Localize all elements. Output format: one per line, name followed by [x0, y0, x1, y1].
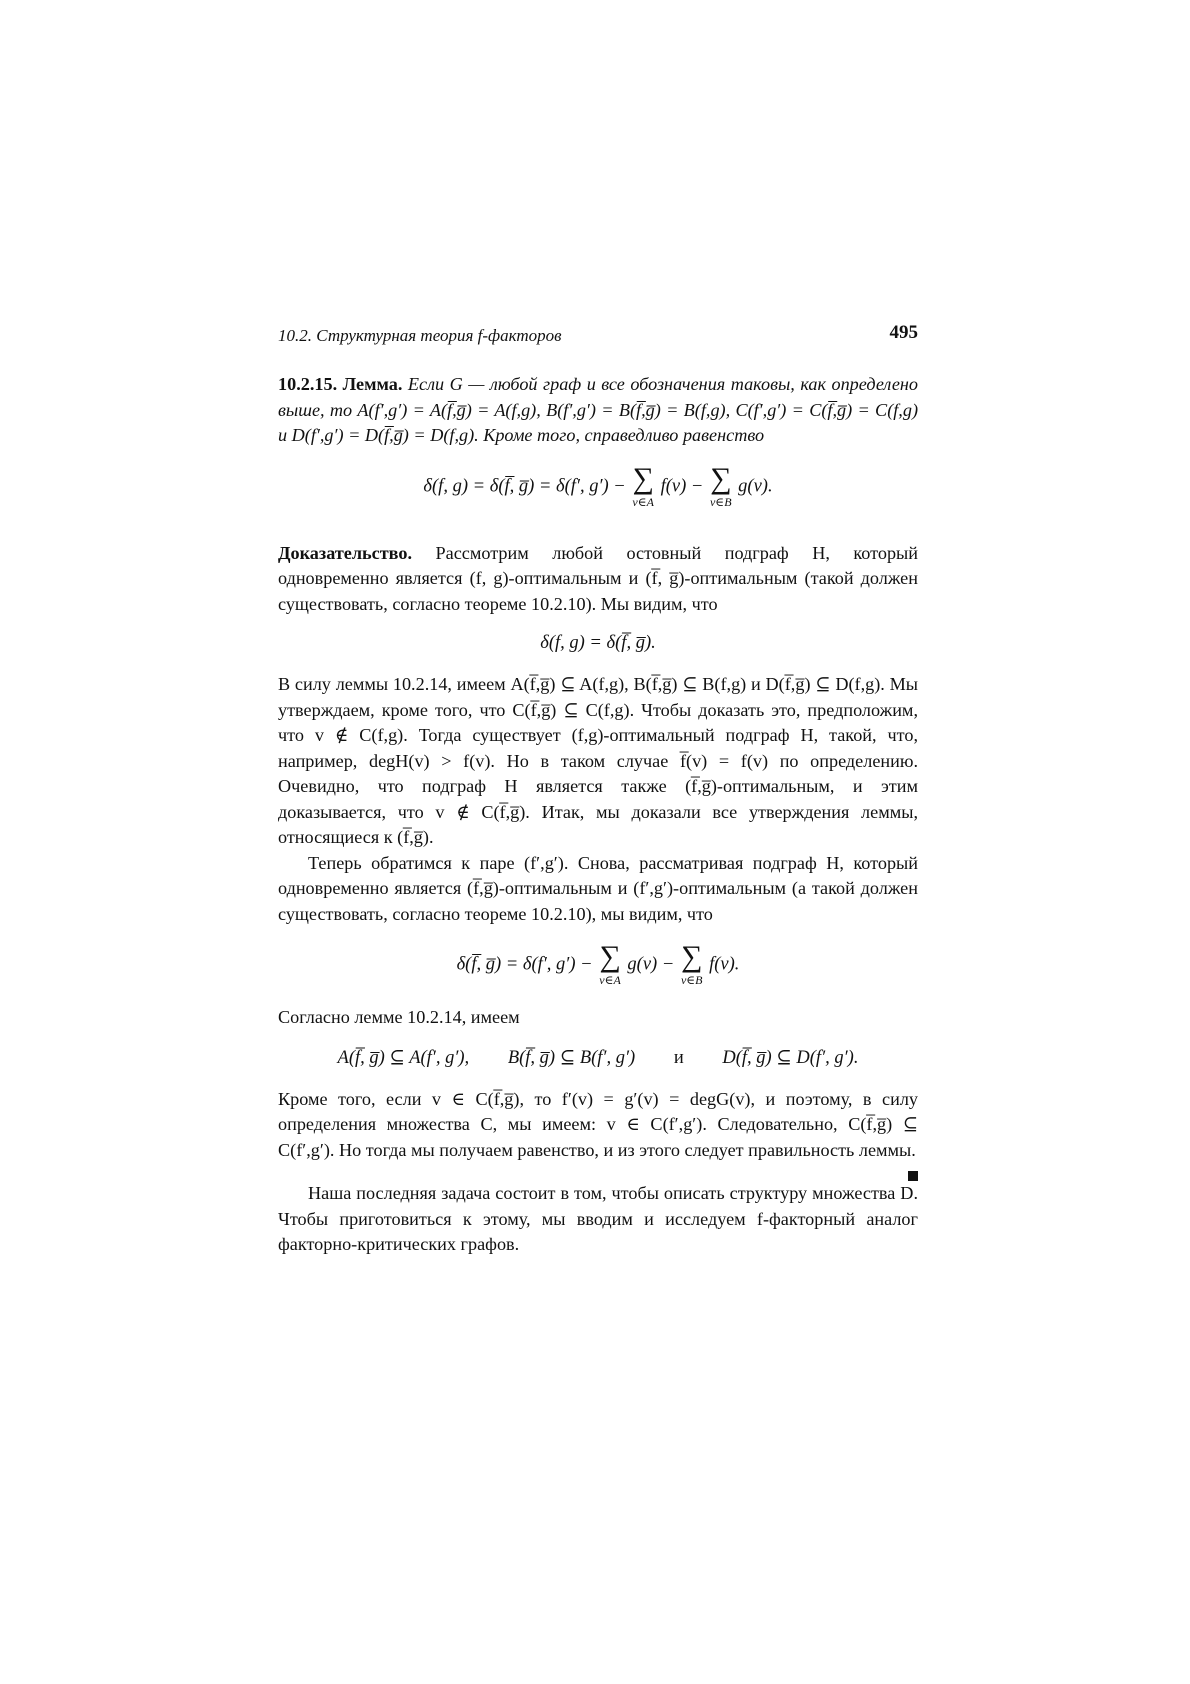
running-title: 10.2. Структурная теория f-факторов [278, 326, 562, 345]
lemma-statement [278, 372, 918, 449]
sigma-symbol: ∑ [710, 461, 732, 495]
proof-eq2-term1: g(v) − [627, 954, 675, 975]
proof-paragraph-2: В силу леммы 10.2.14, имеем A(f̅,g̅) ⊆ A(f,g), B(f̅,g̅) ⊆ B(f,g) и D(f̅,g̅) ⊆ D(f,g). Мы утверждаем, кроме того, что C(f̅,g̅) ⊆ C(f,g). Чтобы доказать это, предположим, что v ∉ C(f,g). Тогда существует (f,g)-оптимальный подграф H, такой, что, например, degH(v) > f(v). Но в таком случае f̅(v) = f(v) по определению. Очевидно, что подграф H является также (f̅,g̅)-оптимальным, и этим доказывается, что v ∉ C(f̅,g̅). Итак, мы доказали все утверждения леммы, относящиеся к (f̅,g̅). [278, 674, 918, 847]
proof-eq3-conj: и [673, 1047, 684, 1068]
closing-paragraph: Наша последняя задача состоит в том, чтобы описать структуру множества D. Чтобы приготовиться к этому, мы вводим и исследуем f-факторный аналог факторно-критических графов. [278, 1183, 918, 1254]
proof-paragraph-4: Согласно лемме 10.2.14, имеем [278, 1007, 520, 1027]
sigma-symbol: ∑ [632, 461, 654, 495]
lemma-text: Если G — любой граф и все обозначения таковы, как определено выше, то A(f′,g′) = A(f̅,g̅) = A(f,g), B(f′,g′) = B(f̅,g̅) = B(f,g), C(f′,g′) = C(f̅,g̅) = C(f,g) и D(f′,g′) = D(f̅,g̅) = D(f,g). Кроме того, справедливо равенство [278, 374, 919, 445]
proof-paragraph-3: Теперь обратимся к паре (f′,g′). Снова, рассматривая подграф H, который одновременно является (f̅,g̅)-оптимальным и (f′,g′)-оптимальным (а такой должен существовать, согласно теореме 10.2.10), мы видим, что [278, 852, 918, 924]
lemma-label: 10.2.15. Лемма. [278, 374, 403, 394]
running-header [278, 322, 918, 350]
proof-eq3-part2: B(f̅, g̅) ⊆ B(f′, g′) [507, 1047, 636, 1068]
lemma-eq-lhs: δ(f, g) = δ(f̅, g̅) = δ(f′, g′) − [423, 476, 626, 496]
proof-equation-1 [278, 633, 918, 654]
sum-subscript: v∈A [632, 494, 654, 509]
sum-subscript: v∈B [709, 494, 732, 509]
lemma-eq-sum-b [709, 461, 732, 509]
proof-eq2-term2: f(v). [709, 954, 740, 975]
proof-eq2-lhs: δ(f̅, g̅) = δ(f′, g′) − [456, 954, 593, 975]
sigma-symbol: ∑ [681, 940, 703, 973]
proof-eq3-part3: D(f̅, g̅) ⊆ D(f′, g′). [722, 1047, 859, 1068]
lemma-eq-sum-a [632, 461, 654, 509]
sigma-symbol: ∑ [599, 940, 621, 973]
proof-text-5: Кроме того, если v ∈ C(f̅,g̅), то f′(v) = g′(v) = degG(v), и поэтому, в силу определения множества C, мы имеем: v ∈ C(f′,g′). Следовательно, C(f̅,g̅) ⊆ C(f′,g′). Но тогда мы получаем равенство, и из этого следует правильность леммы. [278, 1088, 918, 1160]
proof-eq2-sum-b [680, 940, 703, 987]
page [278, 322, 918, 1258]
proof-eq1-text: δ(f, g) = δ(f̅, g̅). [540, 633, 656, 653]
proof-text-1: Рассмотрим любой остовный подграф H, который одновременно является (f, g)-оптимальным и (f̅, g̅)-оптимальным (такой должен существовать, согласно теореме 10.2.10). Мы видим, что [278, 542, 918, 614]
proof-eq3-part1: A(f̅, g̅) ⊆ A(f′, g′), [337, 1047, 470, 1068]
proof-eq2-sum-a [599, 940, 621, 987]
qed-square-icon [908, 1171, 918, 1181]
proof-paragraph-5 [278, 1087, 918, 1164]
lemma-equation [278, 461, 918, 509]
proof-label: Доказательство. [278, 542, 413, 563]
proof-equation-2 [278, 940, 918, 987]
sum-subscript: v∈A [599, 973, 621, 987]
lemma-eq-term1: f(v) − [660, 476, 704, 496]
proof-paragraph-1 [278, 541, 918, 618]
proof-equation-3 [278, 1047, 918, 1069]
lemma-eq-term2: g(v). [738, 476, 773, 496]
sum-subscript: v∈B [680, 973, 703, 987]
page-number: 495 [889, 322, 918, 343]
